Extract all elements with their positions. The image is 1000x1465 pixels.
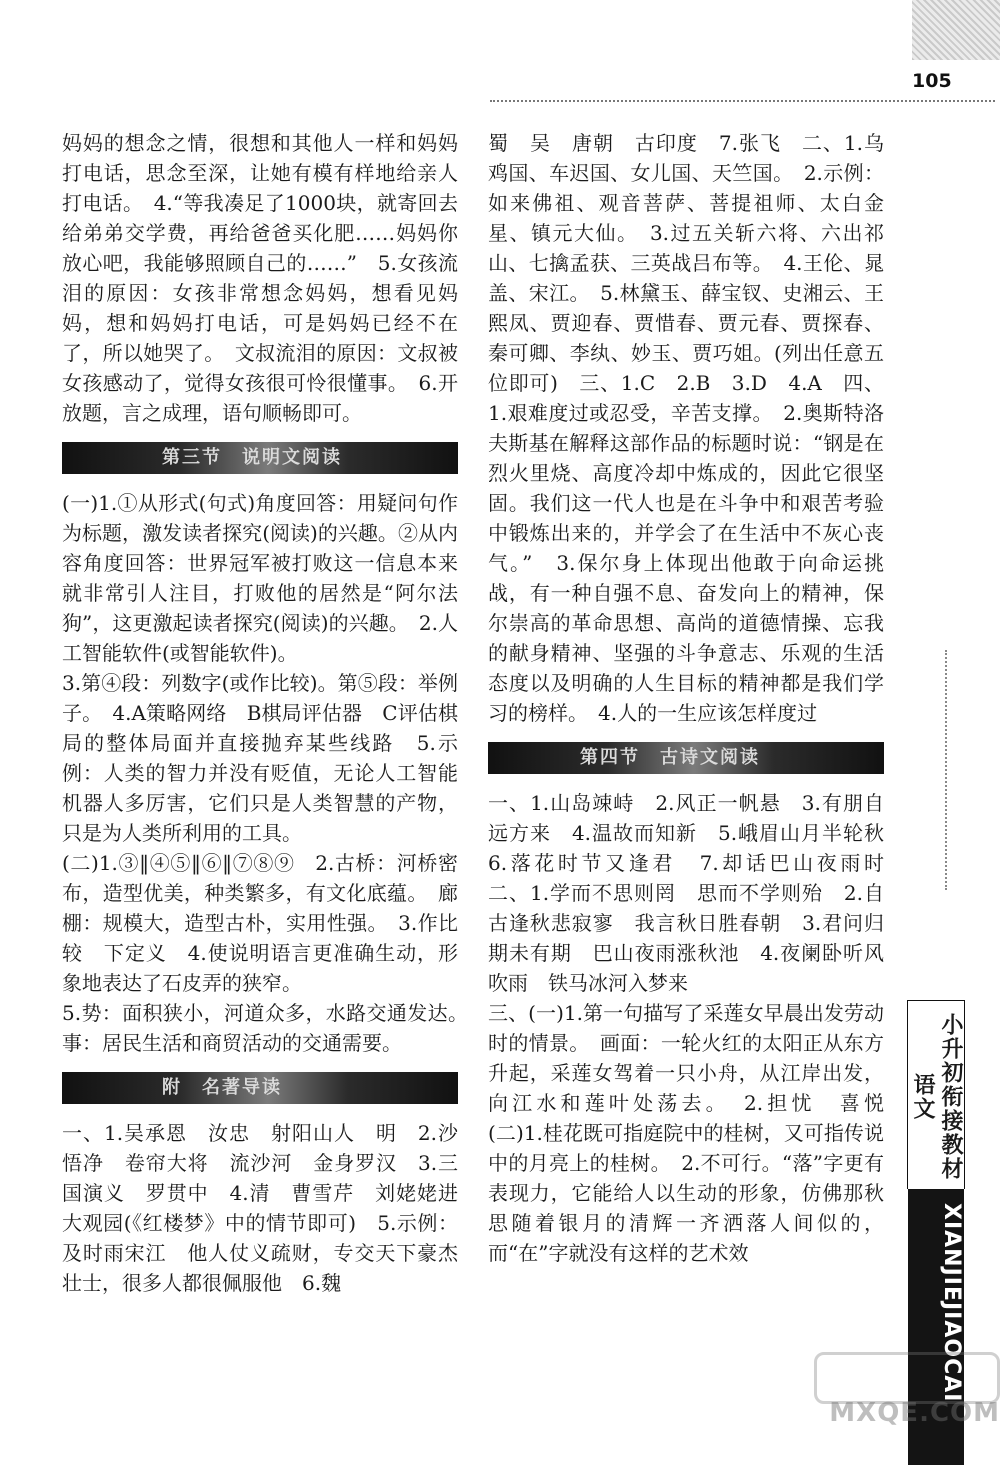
side-tab-latin: XIANJIEJIAOCAI (908, 1189, 964, 1465)
answer-paragraph: 三、(一)1.第一句描写了采莲女早晨出发劳动时的情景。 画面：一轮火红的太阳正从东方升起，采莲女驾着一只小舟，从江岸出发，向江水和莲叶处荡去。 2.担忧 喜悦 (二)1.桂花既可指庭院中的桂树，又可指传说中的月亮上的桂树。 2.不可行。“落”字更有表现力，它能给人以生动的形象，仿佛那秋思随着银月的清辉一齐洒落人间似的，而“在”字就没有这样的艺术效 (488, 1001, 904, 1265)
section-header-classics: 附 名著导读 (62, 1072, 458, 1104)
answer-paragraph: (一)1.①从形式(句式)角度回答：用疑问句作为标题，激发读者探究(阅读)的兴趣。②从内容角度回答：世界冠军被打败这一信息本来就非常引人注目，打败他的居然是“阿尔法狗”，这更激起读者探究(阅读)的兴趣。 2.人工智能软件(或智能软件)。 (62, 491, 458, 665)
page-number: 105 (912, 70, 952, 92)
answer-paragraph: 3.第④段：列数字(或作比较)。第⑤段：举例子。 4.A策略网络 B棋局评估器 C评估棋局的整体局面并直接抛弃某些线路 5.示例：人类的智力并没有贬值，无论人工智能机器人多厉害，它们只是人类智慧的产物，只是为人类所利用的工具。 (62, 671, 458, 845)
right-column (488, 128, 904, 1268)
corner-texture (912, 0, 1000, 60)
header-dotted-rule (490, 100, 995, 102)
answer-paragraph: (二)1.③‖④⑤‖⑥‖⑦⑧⑨ 2.古桥：河桥密布，造型优美，种类繁多，有文化底蕴。 廊棚：规模大，造型古朴，实用性强。 3.作比较 下定义 4.使说明语言更准确生动，形象地表达了石皮弄的狭窄。 (62, 851, 458, 995)
answer-paragraph: 一、1.吴承恩 汝忠 射阳山人 明 2.沙悟净 卷帘大将 流沙河 金身罗汉 3.三国演义 罗贯中 4.清 曹雪芹 刘姥姥进大观园(《红楼梦》中的情节即可) 5.示例：及时雨宋江 他人仗义疏财，专交天下豪杰壮士，很多人都很佩服他 6.魏 (62, 1121, 458, 1295)
left-column (62, 128, 478, 1298)
section-header-poetry: 第四节 古诗文阅读 (488, 742, 884, 774)
watermark: MXQE.COM (829, 1398, 1000, 1428)
answer-paragraph: 5.势：面积狭小，河道众多，水路交通发达。 事：居民生活和商贸活动的交通需要。 (62, 1001, 478, 1055)
section-header-expository: 第三节 说明文阅读 (62, 442, 458, 474)
answer-paragraph: 蜀 吴 唐朝 古印度 7.张飞 二、1.乌鸡国、车迟国、女儿国、天竺国。 2.示例：如来佛祖、观音菩萨、菩提祖师、太白金星、镇元大仙。 3.过五关斩六将、六出祁山、七擒孟获、三英战吕布等。 4.王伦、晁盖、宋江。 5.林黛玉、薛宝钗、史湘云、王熙凤、贾迎春、贾惜春、贾元春、贾探春、秦可卿、李纨、妙玉、贾巧姐。(列出任意五位即可) 三、1.C 2.B 3.D 4.A 四、1.艰难度过或忍受，辛苦支撑。 2.奥斯特洛夫斯基在解释这部作品的标题时说：“钢是在烈火里烧、高度冷却中炼成的，因此它很坚固。我们这一代人也是在斗争中和艰苦考验中锻炼出来的，并学会了在生活中不灰心丧气。” 3.保尔身上体现出他敢于向命运挑战，有一种自强不息、奋发向上的精神，保尔崇高的革命思想、高尚的道德情操、忘我的献身精神、坚强的斗争意志、乐观的生活态度以及明确的人生目标的精神都是我们学习的榜样。 4.人的一生应该怎样度过 (488, 131, 884, 725)
side-tab-label: 小升初衔接教材 语文 (907, 1000, 965, 1189)
answer-paragraph: 妈妈的想念之情，很想和其他人一样和妈妈打电话，思念至深，让她有模有样地给亲人打电话。 4.“等我凑足了1000块，就寄回去给弟弟交学费，再给爸爸买化肥……妈妈你放心吧，我能够照顾自己的……” 5.女孩流泪的原因：女孩非常想念妈妈，想看见妈妈，想和妈妈打电话，可是妈妈已经不在了，所以她哭了。 文叔流泪的原因：文叔被女孩感动了，觉得女孩很可怜很懂事。 6.开放题，言之成理，语句顺畅即可。 (62, 131, 458, 425)
watermark-logo (814, 1352, 1000, 1404)
answer-paragraph: 一、1.山岛竦峙 2.风正一帆悬 3.有朋自远方来 4.温故而知新 5.峨眉山月半轮秋 6.落花时节又逢君 7.却话巴山夜雨时 二、1.学而不思则罔 思而不学则殆 2.自古逢秋悲寂寥 我言秋日胜春朝 3.君问归期未有期 巴山夜雨涨秋池 4.夜阑卧听风吹雨 铁马冰河入梦来 (488, 791, 904, 995)
margin-dotted-rule (945, 650, 947, 890)
